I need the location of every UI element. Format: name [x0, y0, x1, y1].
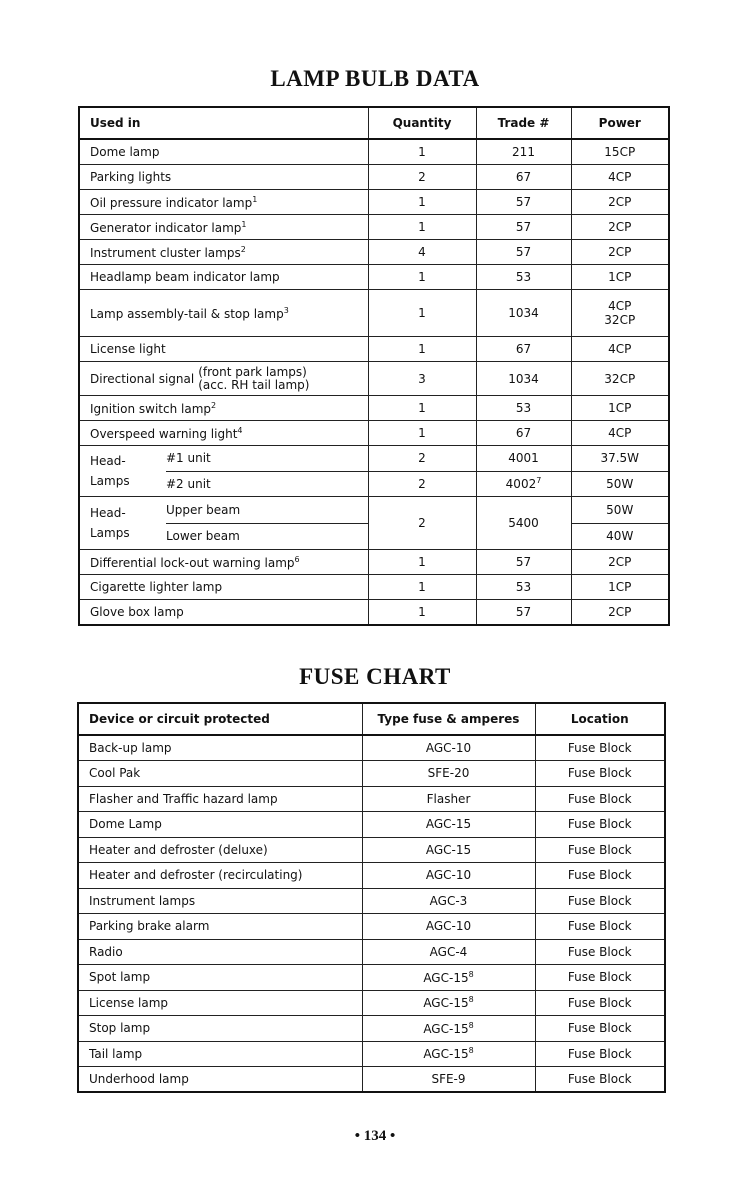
location-cell: Fuse Block — [535, 735, 665, 761]
fuse-type: AGC-10 — [425, 741, 472, 755]
table-row — [79, 421, 669, 446]
fuse-type: SFE-20 — [427, 766, 470, 781]
footnote-marker: 7 — [536, 476, 542, 486]
fuse-type: AGC-10 — [425, 868, 472, 883]
trade-cell: 57 — [476, 600, 571, 626]
location-cell: Fuse Block — [535, 812, 665, 838]
location-cell: Fuse Block — [535, 939, 665, 965]
fuse-type: AGC-15 — [423, 1021, 469, 1036]
device-cell: License lamp — [78, 990, 362, 1016]
quantity-cell: 2 — [368, 471, 476, 497]
table-row — [78, 735, 665, 761]
location-cell: Fuse Block — [535, 965, 665, 991]
quantity-cell: 1 — [368, 575, 476, 600]
used-in-text: Lamp assembly-tail & stop lamp — [90, 306, 284, 321]
location-cell: Fuse Block — [535, 863, 665, 889]
device-cell: Parking brake alarm — [78, 914, 362, 940]
table-row — [78, 837, 665, 863]
column-header: Quantity — [368, 107, 476, 139]
power-value: 2CP — [608, 555, 632, 569]
table-header-row — [78, 703, 665, 735]
trade-cell: 1034 — [476, 362, 571, 396]
power-cell — [571, 575, 669, 600]
headlamps-cell — [79, 446, 368, 497]
quantity-cell: 1 — [368, 337, 476, 362]
trade-cell: 67 — [476, 337, 571, 362]
page-number: • 134 • — [354, 1128, 396, 1144]
used-in-text: Dome lamp — [90, 145, 160, 159]
table-row — [78, 863, 665, 889]
device-cell: Spot lamp — [78, 965, 362, 991]
quantity-cell: 1 — [368, 215, 476, 240]
fuse-type: AGC-15 — [423, 1047, 469, 1062]
used-in-text: Directional signal — [90, 371, 195, 386]
power-value: 32CP — [604, 371, 636, 386]
power-cell — [571, 290, 669, 337]
location-cell: Fuse Block — [535, 914, 665, 940]
headlamps-label: Head- — [90, 506, 126, 520]
quantity-cell: 1 — [368, 396, 476, 421]
trade-cell — [476, 471, 571, 497]
footnote-marker: 1 — [241, 219, 247, 229]
fuse-type: AGC-4 — [429, 944, 468, 959]
lamp-bulb-table — [78, 106, 670, 626]
quantity-cell: 1 — [368, 265, 476, 290]
quantity-cell: 1 — [368, 139, 476, 165]
table-row — [79, 575, 669, 600]
table-row — [79, 240, 669, 265]
table-row — [79, 600, 669, 626]
headlamps-cell — [79, 497, 368, 550]
headlamps-label: Lamps — [90, 526, 130, 540]
table-row — [79, 265, 669, 290]
used-in-cell — [79, 190, 368, 215]
sub-note: (acc. RH tail lamp) — [198, 377, 310, 392]
power-cell: 40W — [571, 523, 669, 550]
used-in-text: License light — [90, 342, 166, 356]
beam-label: Lower beam — [166, 529, 240, 544]
lamp-bulb-data-title: LAMP BULB DATA — [270, 66, 480, 91]
footnote-marker: 6 — [294, 554, 300, 564]
device-cell: Heater and defroster (deluxe) — [78, 837, 362, 863]
power-cell — [571, 190, 669, 215]
device-cell: Dome Lamp — [78, 812, 362, 838]
footnote-marker: 4 — [237, 425, 243, 435]
table-row — [79, 497, 669, 524]
power-cell — [571, 421, 669, 446]
fuse-type-cell — [362, 812, 535, 838]
power-value: 2CP — [608, 220, 632, 234]
table-row — [78, 990, 665, 1016]
power-cell: 37.5W — [571, 446, 669, 472]
used-in-cell — [79, 600, 368, 626]
footnote-marker: 1 — [252, 194, 258, 204]
used-in-cell — [79, 240, 368, 265]
trade-cell: 67 — [476, 165, 571, 190]
fuse-type-cell — [362, 965, 535, 991]
device-cell: Cool Pak — [78, 761, 362, 787]
device-cell: Flasher and Traffic hazard lamp — [78, 786, 362, 812]
quantity-cell: 1 — [368, 290, 476, 337]
used-in-cell — [79, 550, 368, 575]
column-header: Location — [535, 703, 665, 735]
device-cell: Tail lamp — [78, 1041, 362, 1067]
fuse-chart-title: FUSE CHART — [299, 664, 451, 689]
table-row — [79, 139, 669, 165]
footnote-marker: 8 — [468, 995, 474, 1005]
power-value: 2CP — [608, 195, 632, 209]
quantity-cell: 1 — [368, 600, 476, 626]
footnote-marker: 8 — [468, 1046, 474, 1056]
footnote-marker: 2 — [211, 400, 217, 410]
used-in-text: Instrument cluster lamps — [90, 245, 241, 260]
footnote-marker: 8 — [468, 1020, 474, 1030]
fuse-type-cell — [362, 863, 535, 889]
used-in-cell — [79, 265, 368, 290]
beam-label: Upper beam — [166, 497, 368, 524]
location-cell: Fuse Block — [535, 888, 665, 914]
footnote-marker: 2 — [240, 244, 246, 254]
device-cell: Heater and defroster (recirculating) — [78, 863, 362, 889]
table-header-row — [79, 107, 669, 139]
fuse-type: SFE-9 — [431, 1072, 466, 1086]
quantity-cell: 1 — [368, 421, 476, 446]
location-cell: Fuse Block — [535, 761, 665, 787]
power-value: 2CP — [608, 245, 632, 259]
device-cell: Underhood lamp — [78, 1067, 362, 1093]
used-in-cell — [79, 575, 368, 600]
power-value: 2CP — [608, 605, 632, 619]
power-cell — [571, 550, 669, 575]
used-in-text: Differential lock-out warning lamp — [90, 555, 295, 570]
location-cell: Fuse Block — [535, 837, 665, 863]
fuse-type-cell — [362, 939, 535, 965]
trade-value: 4002 — [505, 477, 537, 492]
fuse-type: AGC-10 — [425, 919, 472, 934]
fuse-type: AGC-15 — [423, 996, 469, 1011]
power-cell — [571, 362, 669, 396]
power-cell — [571, 165, 669, 190]
fuse-type: AGC-15 — [423, 970, 469, 985]
used-in-cell — [79, 139, 368, 165]
column-header: Device or circuit protected — [78, 703, 362, 735]
trade-cell: 57 — [476, 550, 571, 575]
table-row — [79, 190, 669, 215]
trade-cell: 5400 — [476, 497, 571, 550]
trade-cell: 67 — [476, 421, 571, 446]
location-cell: Fuse Block — [535, 1016, 665, 1042]
fuse-type: AGC-15 — [425, 842, 472, 857]
table-row — [78, 914, 665, 940]
table-row — [79, 362, 669, 396]
table-row — [79, 337, 669, 362]
sub-note: (front park lamps) — [198, 364, 307, 379]
location-cell: Fuse Block — [535, 990, 665, 1016]
trade-cell: 53 — [476, 396, 571, 421]
fuse-type-cell — [362, 837, 535, 863]
table-row — [78, 939, 665, 965]
headlamps-label: Lamps — [90, 474, 130, 488]
used-in-cell — [79, 215, 368, 240]
fuse-type-cell — [362, 1067, 535, 1093]
power-value: 1CP — [608, 270, 632, 284]
device-cell: Instrument lamps — [78, 888, 362, 914]
table-row — [78, 812, 665, 838]
power-cell: 50W — [571, 497, 669, 524]
trade-cell: 53 — [476, 265, 571, 290]
table-row — [79, 290, 669, 337]
table-row — [79, 550, 669, 575]
table-row — [78, 965, 665, 991]
table-row — [78, 786, 665, 812]
power-value: 4CP — [608, 426, 632, 440]
power-value: 15CP — [604, 145, 636, 159]
power-cell — [571, 215, 669, 240]
table-row — [78, 1041, 665, 1067]
quantity-cell: 4 — [368, 240, 476, 265]
used-in-text: Generator indicator lamp — [90, 220, 242, 235]
used-in-text: Ignition switch lamp — [90, 401, 212, 416]
fuse-type-cell — [362, 1041, 535, 1067]
used-in-text: Parking lights — [90, 170, 172, 184]
trade-cell: 57 — [476, 240, 571, 265]
fuse-type-cell — [362, 786, 535, 812]
quantity-cell: 2 — [368, 446, 476, 472]
unit-label: #1 unit — [166, 446, 368, 472]
power-value: 32CP — [604, 313, 636, 327]
column-header: Power — [571, 107, 669, 139]
used-in-cell — [79, 165, 368, 190]
trade-cell: 57 — [476, 190, 571, 215]
table-row — [79, 165, 669, 190]
quantity-cell: 1 — [368, 550, 476, 575]
trade-cell: 211 — [476, 139, 571, 165]
device-cell: Back-up lamp — [78, 735, 362, 761]
used-in-cell — [79, 337, 368, 362]
power-cell — [571, 139, 669, 165]
device-cell: Radio — [78, 939, 362, 965]
footnote-marker: 3 — [283, 305, 289, 315]
quantity-cell: 2 — [368, 497, 476, 550]
location-cell: Fuse Block — [535, 1041, 665, 1067]
column-header: Type fuse & amperes — [362, 703, 535, 735]
column-header: Used in — [79, 107, 368, 139]
location-cell: Fuse Block — [535, 1067, 665, 1093]
power-value: 4CP — [608, 299, 632, 313]
fuse-type-cell — [362, 888, 535, 914]
power-cell — [571, 396, 669, 421]
fuse-type-cell — [362, 761, 535, 787]
fuse-chart-table — [77, 702, 666, 1093]
fuse-type-cell — [362, 1016, 535, 1042]
headlamps-label: Head- — [90, 454, 126, 468]
quantity-cell: 2 — [368, 165, 476, 190]
table-row — [78, 1016, 665, 1042]
table-row — [79, 446, 669, 472]
power-value: 4CP — [608, 170, 632, 184]
column-header: Trade # — [476, 107, 571, 139]
used-in-text: Headlamp beam indicator lamp — [90, 270, 280, 284]
table-row — [79, 396, 669, 421]
fuse-type-cell — [362, 735, 535, 761]
power-cell — [571, 337, 669, 362]
used-in-text: Cigarette lighter lamp — [90, 580, 223, 594]
fuse-type-cell — [362, 990, 535, 1016]
power-cell — [571, 265, 669, 290]
power-cell: 50W — [571, 471, 669, 497]
used-in-cell — [79, 362, 368, 396]
used-in-text: Oil pressure indicator lamp — [90, 195, 253, 210]
table-row — [78, 888, 665, 914]
fuse-type-cell — [362, 914, 535, 940]
trade-cell: 1034 — [476, 290, 571, 337]
location-cell: Fuse Block — [535, 786, 665, 812]
power-cell — [571, 240, 669, 265]
power-value: 1CP — [608, 401, 632, 415]
fuse-type: Flasher — [426, 791, 471, 806]
used-in-cell — [79, 290, 368, 337]
used-in-text: Overspeed warning light — [90, 426, 238, 441]
trade-cell: 53 — [476, 575, 571, 600]
power-cell — [571, 600, 669, 626]
used-in-cell — [79, 396, 368, 421]
table-row — [78, 1067, 665, 1093]
trade-cell: 57 — [476, 215, 571, 240]
unit-label: #2 unit — [166, 476, 211, 491]
fuse-type: AGC-3 — [429, 893, 468, 908]
power-value: 1CP — [608, 580, 632, 594]
table-row — [79, 215, 669, 240]
used-in-text: Glove box lamp — [90, 605, 184, 619]
used-in-cell — [79, 421, 368, 446]
footnote-marker: 8 — [468, 969, 474, 979]
quantity-cell: 3 — [368, 362, 476, 396]
fuse-type: AGC-15 — [425, 817, 472, 832]
power-value: 4CP — [608, 342, 632, 356]
quantity-cell: 1 — [368, 190, 476, 215]
table-row — [78, 761, 665, 787]
device-cell: Stop lamp — [78, 1016, 362, 1042]
trade-cell: 4001 — [476, 446, 571, 472]
